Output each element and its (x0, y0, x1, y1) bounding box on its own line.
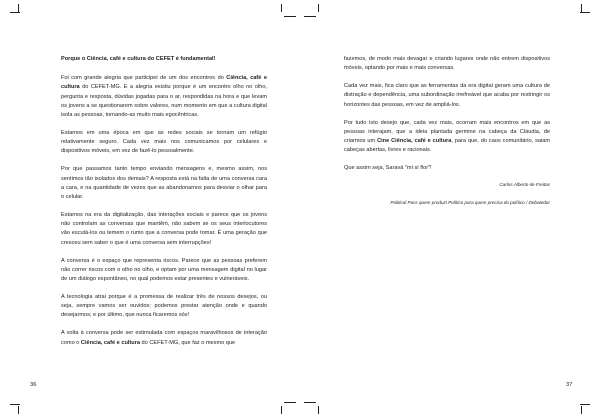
crop-mark (304, 16, 316, 17)
crop-mark (18, 4, 19, 12)
crop-mark (318, 4, 319, 12)
body-paragraph: A conversa é o espaço que representa riscos. Parece que as pessoas preferem não correr riscos com o olho no olho, e optam por uma mensagem digital no lugar de um diálogo espontâneo, no qual podemos estar presentes e vulneráveis. (61, 257, 267, 283)
page-number: 37 (566, 382, 573, 388)
crop-mark (580, 12, 590, 13)
right-page-text-column (344, 55, 550, 217)
body-paragraph: Por tudo isto desejo que, cada vez mais, ocorram mais encontros em que as pessoas interajam, que a ideia plantada germine na cabeça da Cláudia, de criarmos um Cine Ciência, café e cultura, para que, do caos comunitário, saiam cabeças abertas, livres e racionais. (344, 119, 550, 154)
right-page (300, 0, 600, 417)
crop-mark (581, 406, 582, 414)
signature-role: Political Pass quem produzi Político para quem precisa do político / Debatedor (390, 200, 550, 206)
body-paragraph: Estamos em uma época em que as redes sociais se tornam um refúgio relativamente seguro. Cada vez mais nos comunicamos por celulares e dispositivos móveis, em vez de fazê-lo pessoalmente. (61, 130, 267, 155)
body-paragraph: Que assim seja, Saravá "mi sí flor"! (344, 165, 432, 172)
article-title: Porque o Ciência, café e cultura do CEFET é fundamental! (61, 56, 216, 62)
crop-mark (581, 4, 582, 12)
event-name-emphasis: Cine Ciência, café e cultura (377, 138, 452, 145)
signature-name: Carlos Alberto de Freitas (499, 182, 550, 188)
body-paragraph: Foi com grande alegria que participei de um dos encontros do Ciência, café e cultura do CEFET-MG. E a alegria existiu porque é um encontro olho no olho, pergunta e resposta, dúvidas jogadas para o ar, respondidas na hora e que levam os jovens a se questionarem sobre valores, num momento em que a cultura digital isola as pessoas, tornando-as muito mais egocêntricas. (61, 75, 267, 119)
crop-mark (281, 406, 282, 414)
body-paragraph: A volta à conversa pode ser estimulada com espaços maravilhosos de interação como o Ciência, café e cultura do CEFET-MG, que faz o mesmo que (61, 330, 267, 346)
crop-mark (304, 402, 316, 403)
page-number: 36 (30, 382, 37, 388)
event-name-emphasis: Ciência, café e cultura (80, 339, 140, 346)
right-page-paragraphs (344, 55, 550, 173)
crop-mark (281, 4, 282, 12)
left-page-paragraphs (61, 74, 267, 348)
body-paragraph: fazemos, de modo mais devagar e criando lugares onde não entrem dispositivos móveis, optando por mais e mais conversas. (344, 56, 550, 72)
crop-mark (284, 16, 296, 17)
event-name-emphasis: Ciência, café e cultura (61, 75, 267, 91)
body-paragraph: Estamos na era da digitalização, das interações sociais e parece que os jovens não controlam as conversas que mantêm, não sabem se os seus interlocutores vão escutá-los ou temem o rumo que a conversa pode tomar. É uma geração que cresceu sem saber o que é uma conversa sem interrupções! (61, 212, 267, 246)
body-paragraph: Por que passamos tanto tempo enviando mensagens e, mesmo assim, nos sentimos tão isolados dos demais? A resposta está na falta de uma conversa cara a cara, e na quantidade de vezes que as abandonamos para desviar o olhar para o celular. (61, 166, 267, 201)
body-paragraph: A tecnologia atrai porque é a promessa de realizar três de nossos desejos, ou seja, sempre vamos ser ouvidos; podemos prestar atenção onde e quando desejarmos; e por último, que nunca ficaremos sós! (61, 294, 267, 319)
crop-mark (18, 406, 19, 414)
crop-mark (10, 404, 20, 405)
crop-mark (318, 406, 319, 414)
body-paragraph: Cada vez mais, fica claro que as ferramentas da era digital geram uma cultura de distração e dependência, uma subordinação irrefreável que acaba por restringir os horizontes das pessoas, em vez de ampliá-los. (344, 83, 550, 108)
crop-mark (10, 12, 20, 13)
crop-mark (580, 404, 590, 405)
left-page-text-column (61, 55, 267, 357)
crop-mark (284, 402, 296, 403)
